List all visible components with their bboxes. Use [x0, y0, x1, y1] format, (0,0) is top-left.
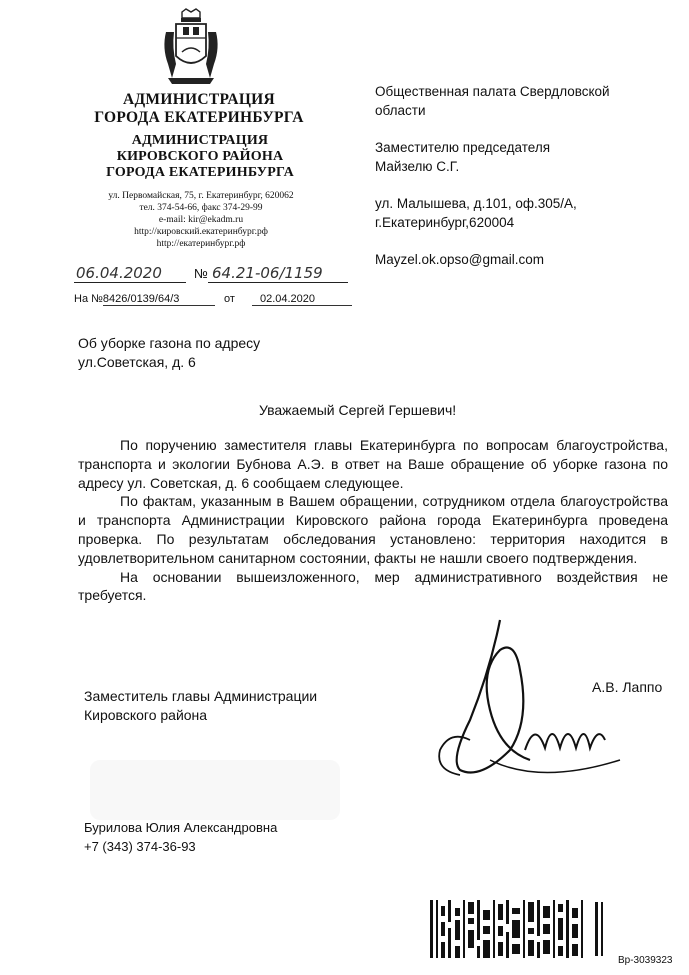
- barcode-icon: [430, 898, 605, 960]
- org-title: [88, 91, 310, 127]
- executor-name: Бурилова Юлия Александровна: [84, 820, 278, 835]
- subject: [78, 334, 338, 372]
- address: ул. Первомайская, 75, г. Екатеринбург, 620062: [108, 191, 294, 201]
- document-code: Вр-3039323: [618, 955, 673, 966]
- ref-number: 8426/0139/64/3: [103, 293, 215, 306]
- handwritten-signature: [430, 610, 630, 790]
- position-line-1: Заместитель главы Администрации: [84, 688, 318, 704]
- paragraph-2: По фактам, указанным в Вашем обращении, сотрудником отдела благоустройства и транспорта Администрации Кировского района города Екатеринбурга проведена проверка. По результатам обследования установлено: территория находится в удовлетворительном санитарном состоянии, факты не нашли своего подтверждения.: [78, 493, 668, 566]
- executor-phone: +7 (343) 374-36-93: [84, 839, 196, 854]
- paragraph-1: По поручению заместителя главы Екатеринбурга по вопросам благоустройства, транспорта и экологии Бубнова А.Э. в ответ на Ваше обращение об уборке газона по адресу ул. Советская, д. 6 сообщаем следующее.: [78, 437, 668, 491]
- recipient-line-6: г.Екатеринбург,620004: [375, 215, 515, 230]
- recipient-email: Mayzel.ok.opso@gmail.com: [375, 252, 545, 267]
- phone: тел. 374-54-66, факс 374-29-99: [139, 203, 263, 213]
- letter-body: [78, 436, 668, 605]
- paragraph-3: На основании вышеизложенного, мер административного воздействия не требуется.: [78, 568, 668, 604]
- recipient-line-4: Майзелю С.Г.: [375, 159, 460, 174]
- recipient-block: [375, 82, 665, 269]
- site-1: http://кировский.екатеринбург.рф: [134, 227, 268, 237]
- letterhead-contacts: [90, 190, 312, 250]
- yekaterinburg-coat-of-arms-icon: [160, 8, 222, 86]
- executor-block: [84, 818, 277, 856]
- reg-no-label: №: [194, 266, 208, 281]
- reg-number: 64.21-06/1159: [212, 264, 323, 282]
- site-2: http://екатеринбург.рф: [156, 239, 246, 249]
- ref-from: от: [223, 293, 235, 305]
- scan-smudge: [90, 760, 340, 820]
- reference-line: [74, 293, 354, 306]
- org-line-1: АДМИНИСТРАЦИЯ: [122, 91, 276, 108]
- greeting: Уважаемый Сергей Гершевич!: [259, 402, 457, 418]
- signatory-position: [84, 687, 384, 725]
- ref-label: На №: [74, 293, 103, 305]
- recipient-line-2: области: [375, 103, 426, 118]
- sub-line-2: КИРОВСКОГО РАЙОНА: [116, 149, 284, 164]
- ref-date: 02.04.2020: [252, 293, 352, 306]
- recipient-line-3: Заместителю председателя: [375, 140, 551, 155]
- subject-line-2: ул.Советская, д. 6: [78, 354, 196, 370]
- sub-line-1: АДМИНИСТРАЦИЯ: [131, 133, 269, 148]
- reg-date: 06.04.2020: [76, 264, 162, 282]
- sub-line-3: ГОРОДА ЕКАТЕРИНБУРГА: [106, 165, 294, 180]
- sub-org-title: [96, 133, 304, 181]
- registration-line: [74, 264, 374, 288]
- subject-line-1: Об уборке газона по адресу: [78, 335, 261, 351]
- org-line-2: ГОРОДА ЕКАТЕРИНБУРГА: [94, 109, 304, 126]
- email: e-mail: kir@ekadm.ru: [158, 215, 244, 225]
- position-line-2: Кировского района: [84, 707, 208, 723]
- recipient-line-5: ул. Малышева, д.101, оф.305/А,: [375, 196, 577, 211]
- recipient-line-1: Общественная палата Свердловской: [375, 84, 610, 99]
- signatory-name: А.В. Лаппо: [592, 679, 663, 695]
